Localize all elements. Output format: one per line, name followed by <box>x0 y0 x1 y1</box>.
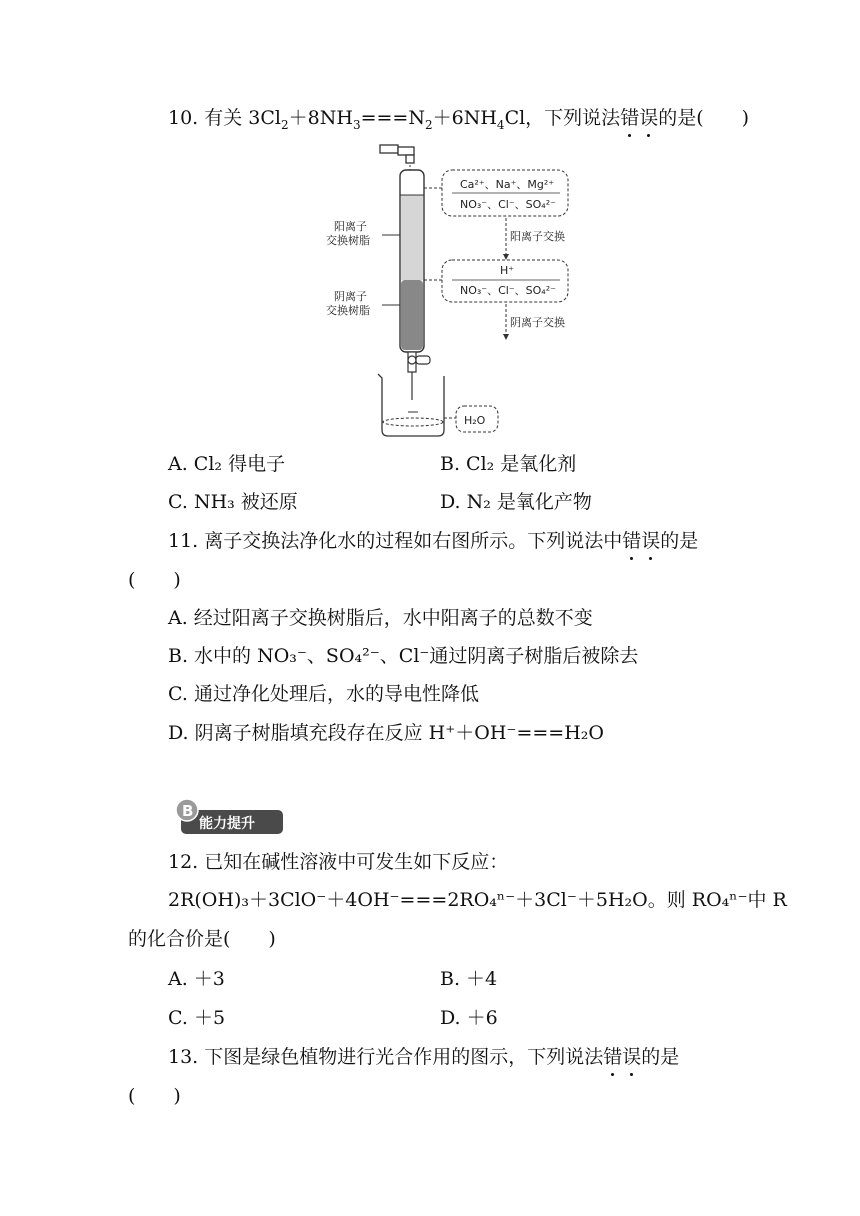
q10-number: 10. <box>168 107 199 129</box>
box2-anions: NO₃⁻、Cl⁻、SO₄²⁻ <box>460 284 556 297</box>
box1-cations: Ca²⁺、Na⁺、Mg²⁺ <box>460 178 555 191</box>
q10-option-a[interactable]: A. Cl₂ 得电子 <box>168 453 286 475</box>
q12-stem-end: 的化合价是( ) <box>128 928 276 950</box>
q12-option-a[interactable]: A. ＋3 <box>168 968 225 990</box>
q11-option-d[interactable]: D. 阴离子树脂填充段存在反应 H⁺＋OH⁻===H₂O <box>168 722 604 744</box>
section-title: 能力提升 <box>199 816 255 832</box>
q10-option-d[interactable]: D. N₂ 是氧化产物 <box>440 491 592 513</box>
q10-option-c[interactable]: C. NH₃ 被还原 <box>168 491 298 513</box>
q10-stem: 10. 有关 $3Cl_2+8NH_3===N_2+6NH_4Cl$，下列说法错误的是( ) <box>168 107 750 132</box>
cation-resin-label-2: 交换树脂 <box>326 234 370 247</box>
box1-anions: NO₃⁻、Cl⁻、SO₄²⁻ <box>460 198 556 211</box>
q12-option-c[interactable]: C. ＋5 <box>168 1007 226 1029</box>
q11-option-c[interactable]: C. 通过净化处理后，水的导电性降低 <box>168 683 479 705</box>
q11-option-a[interactable]: A. 经过阳离子交换树脂后，水中阳离子的总数不变 <box>168 607 593 629</box>
q11-option-b[interactable]: B. 水中的 NO₃⁻、SO₄²⁻、Cl⁻通过阴离子树脂后被除去 <box>168 645 639 667</box>
q11-answer-paren: ( ) <box>128 569 181 591</box>
anion-exchange-label: 阴离子交换 <box>510 316 565 329</box>
q12-stem: 12. 已知在碱性溶液中可发生如下反应： <box>168 851 509 873</box>
q12-option-b[interactable]: B. ＋4 <box>440 968 498 990</box>
cation-resin-label-1: 阳离子 <box>334 220 367 233</box>
water-label: H₂O <box>464 414 486 427</box>
q11-stem: 11. 离子交换法净化水的过程如右图所示。下列说法中错误的是 <box>168 530 699 552</box>
q13-answer-paren: ( ) <box>128 1085 181 1107</box>
anion-resin-label-2: 交换树脂 <box>326 304 370 317</box>
box2-cations: H⁺ <box>500 264 515 277</box>
q12-equation: 2R(OH)₃＋3ClO⁻＋4OH⁻===2RO₄ⁿ⁻＋3Cl⁻＋5H₂O。则 RO₄ⁿ⁻中 R <box>168 889 787 911</box>
ion-exchange-diagram <box>320 140 580 440</box>
section-letter: B <box>182 802 194 820</box>
anion-resin-label-1: 阴离子 <box>334 290 367 303</box>
cation-exchange-label: 阳离子交换 <box>510 230 565 243</box>
q10-option-b[interactable]: B. Cl₂ 是氧化剂 <box>440 453 577 475</box>
q13-stem: 13. 下图是绿色植物进行光合作用的图示，下列说法错误的是 <box>168 1046 680 1068</box>
q12-option-d[interactable]: D. ＋6 <box>440 1007 498 1029</box>
